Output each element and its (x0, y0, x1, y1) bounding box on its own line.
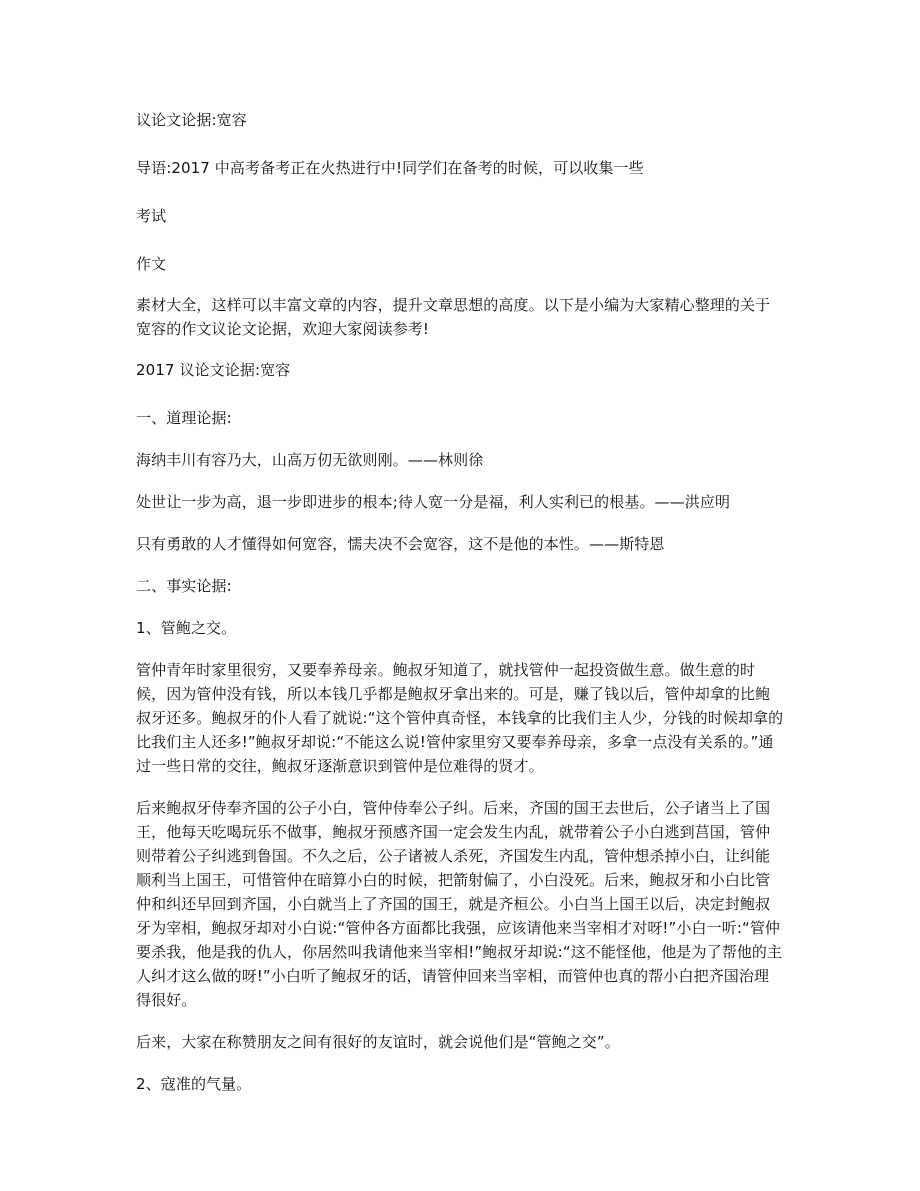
section-1-heading: 一、道理论据: (136, 409, 232, 427)
story-2-title: 2、寇准的气量。 (136, 1075, 252, 1093)
document-body (136, 108, 784, 1096)
intro-line-1: 导语:2017 中高考备考正在火热进行中!同学们在备考的时候，可以收集一些 (136, 159, 644, 177)
intro-line-3: 作文 (136, 255, 167, 273)
document-title: 议论文论据:宽容 (136, 111, 247, 129)
story-1-paragraph-1: 管仲青年时家里很穷，又要奉养母亲。鲍叔牙知道了，就找管仲一起投资做生意。做生意的时候，因为管仲没有钱，所以本钱几乎都是鲍叔牙拿出来的。可是，赚了钱以后，管仲却拿的比鲍叔牙还多。鲍叔牙的仆人看了就说:“这个管仲真奇怪，本钱拿的比我们主人少，分钱的时候却拿的比我们主人还多!”鲍叔牙却说:“不能这么说!管仲家里穷又要奉养母亲，多拿一点没有关系的。”通过一些日常的交往，鲍叔牙逐渐意识到管仲是位难得的贤才。 (136, 661, 784, 775)
story-1-paragraph-2: 后来鲍叔牙侍奉齐国的公子小白，管仲侍奉公子纠。后来，齐国的国王去世后，公子诸当上了国王，他每天吃喝玩乐不做事，鲍叔牙预感齐国一定会发生内乱，就带着公子小白逃到莒国，管仲则带着公子纠逃到鲁国。不久之后，公子诸被人杀死，齐国发生内乱，管仲想杀掉小白，让纠能顺利当上国王，可惜管仲在暗算小白的时候，把箭射偏了，小白没死。后来，鲍叔牙和小白比管仲和纠还早回到齐国，小白就当上了齐国的国王，就是齐桓公。小白当上国王以后，决定封鲍叔牙为宰相，鲍叔牙却对小白说:“管仲各方面都比我强，应该请他来当宰相才对呀!”小白一听:“管仲要杀我，他是我的仇人，你居然叫我请他来当宰相!”鲍叔牙却说:“这不能怪他，他是为了帮他的主人纠才这么做的呀!”小白听了鲍叔牙的话，请管仲回来当宰相，而管仲也真的帮小白把齐国治理得很好。 (136, 799, 783, 1009)
story-1-title: 1、管鲍之交。 (136, 619, 237, 637)
quote-2: 处世让一步为高，退一步即进步的根本;待人宽一分是福，利人实利已的根基。——洪应明 (136, 493, 731, 511)
quote-3: 只有勇敢的人才懂得如何宽容，懦夫决不会宽容，这不是他的本性。——斯特恩 (136, 535, 665, 553)
intro-paragraph: 素材大全，这样可以丰富文章的内容，提升文章思想的高度。以下是小编为大家精心整理的关于宽容的作文议论文论据，欢迎大家阅读参考! (136, 296, 771, 338)
quote-1: 海纳丰川有容乃大，山高万仞无欲则刚。——林则徐 (136, 451, 484, 469)
story-1-paragraph-3: 后来，大家在称赞朋友之间有很好的友谊时，就会说他们是“管鲍之交”。 (136, 1033, 620, 1051)
document-subtitle: 2017 议论文论据:宽容 (136, 361, 291, 379)
intro-line-2: 考试 (136, 207, 167, 225)
section-2-heading: 二、事实论据: (136, 577, 232, 595)
